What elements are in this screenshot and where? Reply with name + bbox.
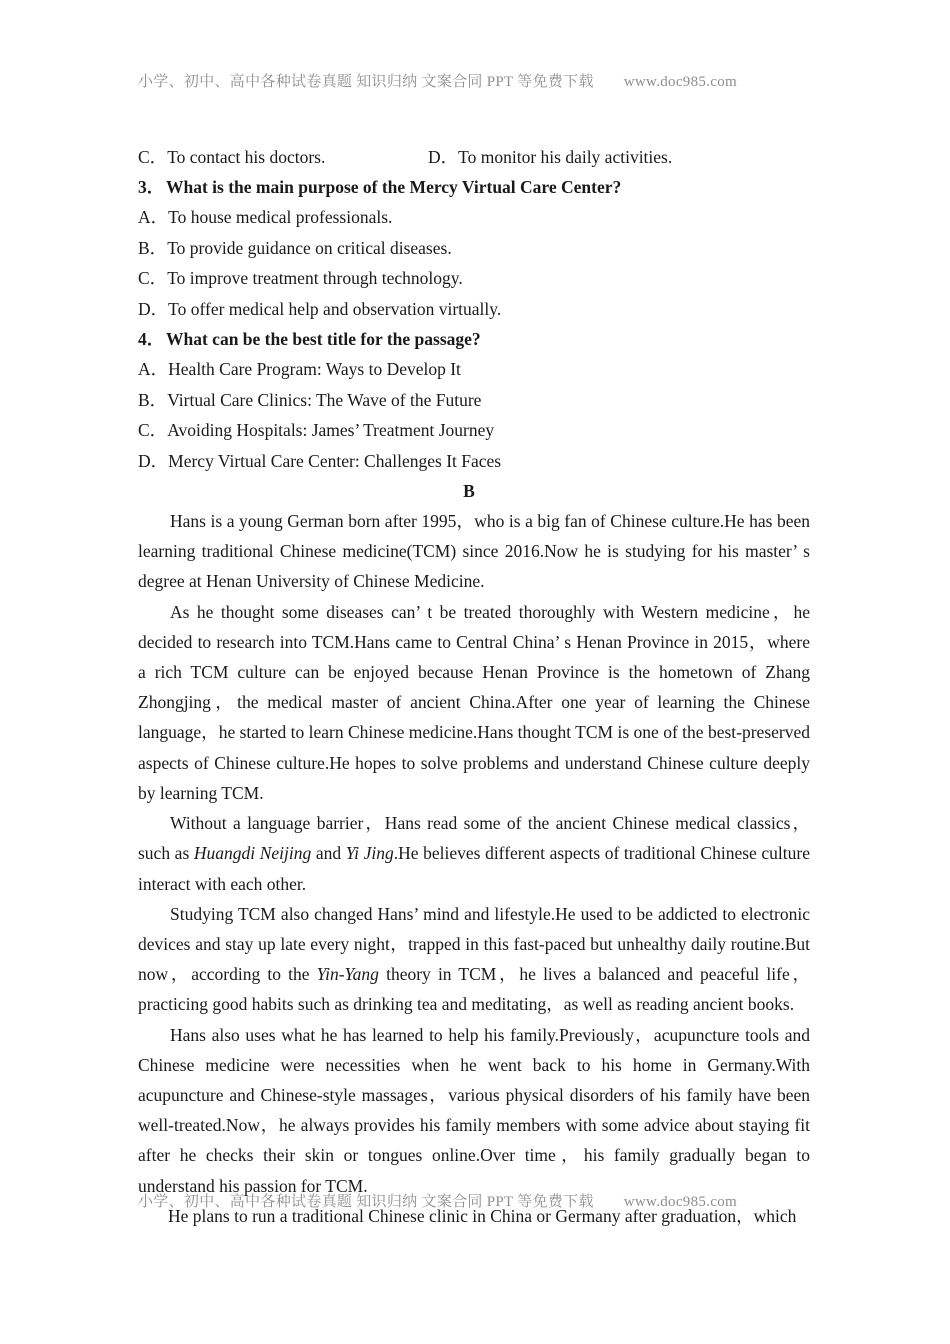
option-letter: C． — [138, 147, 168, 167]
question-3-option-a — [138, 202, 810, 232]
watermark-footer-url: www.doc985.com — [623, 1194, 737, 1210]
option-letter: C． — [138, 420, 168, 441]
option-letter: D． — [428, 147, 459, 167]
watermark-header-url: www.doc985.com — [623, 74, 737, 90]
question-4-option-a — [138, 354, 810, 384]
question-4-option-b — [138, 385, 810, 415]
option-letter: A． — [138, 207, 169, 228]
watermark-footer — [138, 1190, 810, 1211]
option-letter: B． — [138, 237, 168, 258]
question-number: 4． — [138, 329, 165, 350]
carryover-options-row — [138, 142, 810, 172]
question-4-option-d — [138, 446, 810, 476]
option-d-previous — [428, 142, 672, 172]
passage-paragraph-3: Without a language barrier，Hans read some of the ancient Chinese medical classics，such as Huangdi Neijing and Yi Jing.He believes different aspects of traditional Chinese culture interact with each other. — [138, 813, 810, 894]
option-letter: D． — [138, 298, 169, 319]
question-4-option-c — [138, 415, 810, 445]
question-text: What is the main purpose of the Mercy Virtual Care Center? — [166, 177, 622, 197]
watermark-header-text: 小学、初中、高中各种试卷真题 知识归纳 文案合同 PPT 等免费下载 — [138, 74, 594, 90]
question-number: 3． — [138, 177, 165, 197]
option-letter: A． — [138, 359, 169, 380]
question-3-option-c — [138, 263, 810, 293]
option-text: To provide guidance on critical diseases. — [167, 237, 452, 258]
option-text: To monitor his daily activities. — [458, 147, 673, 167]
option-text: Virtual Care Clinics: The Wave of the Future — [167, 389, 482, 410]
passage-paragraph-4: Studying TCM also changed Hans’ mind and lifestyle.He used to be addicted to electronic devices and stay up late every night，trapped in this fast-paced but unhealthy daily routine.But now，according to the Yin-Yang theory in TCM，he lives a balanced and peaceful life，practicing good habits such as drinking tea and meditating，as well as reading ancient books. — [138, 903, 810, 1015]
document-content — [138, 142, 810, 1231]
passage-paragraph-5: Hans also uses what he has learned to help his family.Previously，acupuncture tools and Chinese medicine were necessities when he went back to his home in Germany.With acupuncture and Chinese-style massages，various physical disorders of his family have been well-treated.Now，he always provides his family members with some advice about staying fit after he checks their skin or tongues online.Over time，his family gradually began to understand his passion for TCM. — [138, 1024, 810, 1196]
question-3 — [138, 172, 810, 202]
question-text: What can be the best title for the passage? — [166, 329, 481, 350]
option-letter: D． — [138, 450, 169, 471]
option-text: To improve treatment through technology. — [167, 268, 463, 289]
option-text: To contact his doctors. — [167, 147, 326, 167]
watermark-footer-text: 小学、初中、高中各种试卷真题 知识归纳 文案合同 PPT 等免费下载 — [138, 1194, 594, 1210]
question-3-option-b — [138, 233, 810, 263]
option-text: To offer medical help and observation virtually. — [168, 298, 502, 319]
option-text: Health Care Program: Ways to Develop It — [168, 359, 461, 380]
option-letter: B． — [138, 389, 168, 410]
passage-section-label: B — [463, 481, 475, 502]
option-letter: C． — [138, 268, 168, 289]
passage-paragraph-1: Hans is a young German born after 1995，who is a big fan of Chinese culture.He has been learning traditional Chinese medicine(TCM) since 2016.Now he is studying for his master’ s degree at Henan University of Chinese Medicine. — [138, 511, 810, 592]
question-3-option-d — [138, 294, 810, 324]
passage-paragraph-2: As he thought some diseases can’ t be treated thoroughly with Western medicine，he decided to research into TCM.Hans came to Central China’ s Henan Province in 2015，where a rich TCM culture can be enjoyed because Henan Province is the hometown of Zhang Zhongjing，the medical master of ancient China.After one year of learning the Chinese language，he started to learn Chinese medicine.Hans thought TCM is one of the best-preserved aspects of Chinese culture.He hopes to solve problems and understand Chinese culture deeply by learning TCM. — [138, 601, 810, 803]
option-text: Mercy Virtual Care Center: Challenges It Faces — [168, 450, 502, 471]
question-4 — [138, 324, 810, 354]
passage-paragraph-6: He plans to run a traditional Chinese clinic in China or Germany after graduation，which — [168, 1205, 797, 1226]
option-text: Avoiding Hospitals: James’ Treatment Journey — [167, 420, 495, 441]
option-c-previous — [138, 142, 325, 172]
option-text: To house medical professionals. — [168, 207, 393, 228]
watermark-header — [138, 70, 810, 91]
